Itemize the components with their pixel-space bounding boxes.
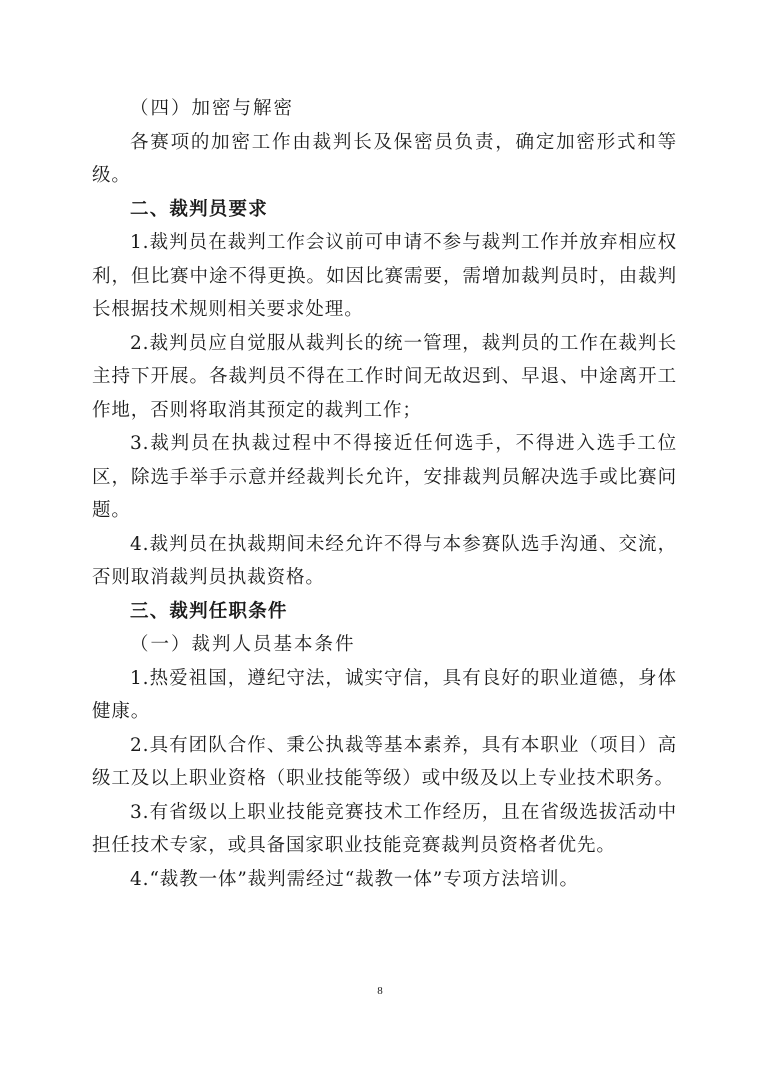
paragraph-referee-requirement-3: 3.裁判员在执裁过程中不得接近任何选手，不得进入选手工位区，除选手举手示意并经裁判长允许，安排裁判员解决选手或比赛问题。 xyxy=(92,433,677,521)
section-heading-referee-requirements: 二、裁判员要求 xyxy=(130,198,268,220)
document-body xyxy=(92,92,677,896)
paragraph-qualification-1: 1.热爱祖国，遵纪守法，诚实守信，具有良好的职业道德，身体健康。 xyxy=(92,667,677,722)
section-heading-referee-qualifications: 三、裁判任职条件 xyxy=(130,600,288,622)
page-number: 8 xyxy=(377,985,383,997)
paragraph-encryption: 各赛项的加密工作由裁判长及保密员负责，确定加密形式和等级。 xyxy=(92,131,677,186)
paragraph-qualification-2: 2.具有团队合作、秉公执裁等基本素养，具有本职业（项目）高级工及以上职业资格（职业技能等级）或中级及以上专业技术职务。 xyxy=(92,734,677,789)
section-heading-encryption: （四）加密与解密 xyxy=(130,98,295,119)
subsection-heading-basic-conditions: （一）裁判人员基本条件 xyxy=(130,634,356,655)
paragraph-referee-requirement-4: 4.裁判员在执裁期间未经允许不得与本参赛队选手沟通、交流，否则取消裁判员执裁资格。 xyxy=(92,533,677,588)
paragraph-qualification-3: 3.有省级以上职业技能竞赛技术工作经历，且在省级选拔活动中担任技术专家，或具备国家职业技能竞赛裁判员资格者优先。 xyxy=(92,801,677,856)
paragraph-referee-requirement-2: 2.裁判员应自觉服从裁判长的统一管理，裁判员的工作在裁判长主持下开展。各裁判员不得在工作时间无故迟到、早退、中途离开工作地，否则将取消其预定的裁判工作； xyxy=(92,332,677,421)
paragraph-qualification-4: 4.“裁教一体”裁判需经过“裁教一体”专项方法培训。 xyxy=(130,868,579,890)
paragraph-referee-requirement-1: 1.裁判员在裁判工作会议前可申请不参与裁判工作并放弃相应权利，但比赛中途不得更换。如因比赛需要，需增加裁判员时，由裁判长根据技术规则相关要求处理。 xyxy=(92,232,677,320)
